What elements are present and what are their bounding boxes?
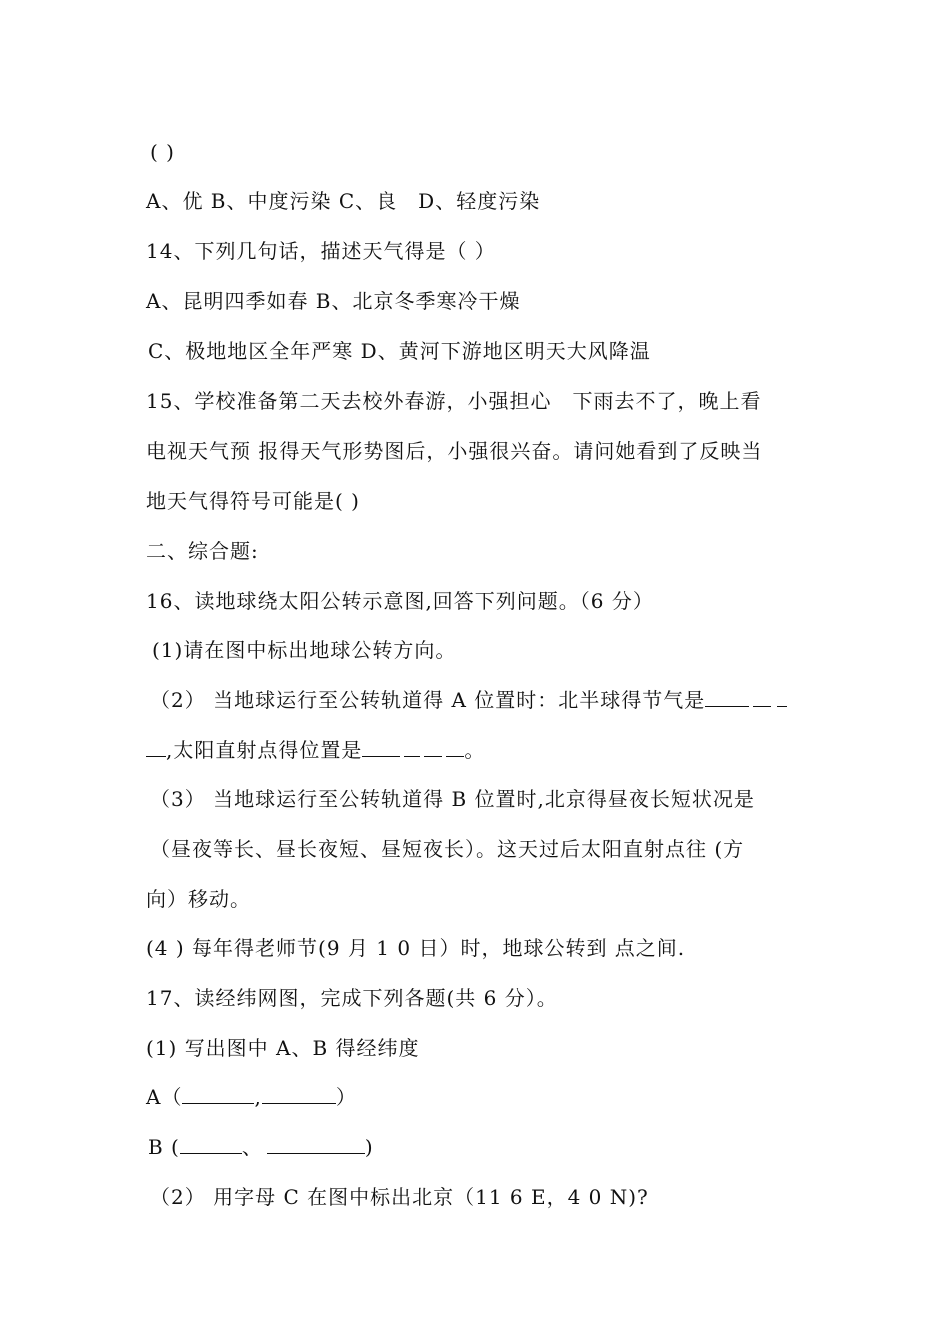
blank-a-latitude-2[interactable]: [314, 1085, 336, 1104]
q16-part2-text-b: ,太阳直射点得位置是: [166, 738, 363, 762]
blank-a-latitude-1[interactable]: [262, 1085, 314, 1104]
q17-part1: (1) 写出图中 A、B 得经纬度: [146, 1036, 420, 1060]
q17-answer-a: [146, 1084, 357, 1110]
blank-solar-term-4[interactable]: [146, 738, 166, 757]
blank-a-longitude[interactable]: [182, 1085, 254, 1104]
blank-b-longitude[interactable]: [180, 1135, 242, 1154]
q16-part3-line2: （昼夜等长、昼长夜短、昼短夜长）。这天过后太阳直射点往 (方: [150, 837, 745, 861]
q16-part2-line1: [150, 687, 787, 713]
q14-options-ab: A、昆明四季如春 B、北京冬季寒冷干燥: [146, 289, 521, 313]
blank-solar-term-3[interactable]: [777, 688, 787, 707]
section-two-heading: 二、综合题:: [146, 539, 259, 563]
label-b-sep: 、: [241, 1135, 263, 1159]
label-b-open: B (: [148, 1135, 180, 1159]
blank-direct-point-1[interactable]: [362, 738, 400, 757]
blank-direct-point-4[interactable]: [446, 738, 464, 757]
blank-direct-point-2[interactable]: [404, 738, 420, 757]
label-a-open: A（: [146, 1085, 183, 1109]
q16-part2-end: 。: [464, 738, 486, 762]
q15-stem-line3: 地天气得符号可能是( ): [146, 489, 360, 513]
q17-stem: 17、读经纬网图，完成下列各题(共 6 分）。: [146, 986, 558, 1010]
q15-stem-line2: 电视天气预 报得天气形势图后，小强很兴奋。请问她看到了反映当: [146, 439, 763, 463]
blank-b-latitude-1[interactable]: [267, 1135, 287, 1154]
q16-part2-line2: [146, 737, 485, 763]
q14-stem: 14、下列几句话，描述天气得是（ ）: [146, 239, 496, 263]
label-b-close: ): [364, 1135, 374, 1159]
q17-part2: （2） 用字母 C 在图中标出北京（11 6 E，4 0 N)?: [150, 1185, 649, 1209]
blank-solar-term-1[interactable]: [705, 688, 749, 707]
q17-answer-b: [148, 1134, 374, 1160]
q16-part2-text: （2） 当地球运行至公转轨道得 A 位置时：北半球得节气是: [150, 688, 706, 712]
blank-direct-point-3[interactable]: [424, 738, 442, 757]
answer-bracket: ( ): [150, 140, 175, 164]
blank-b-latitude-2[interactable]: [287, 1135, 321, 1154]
label-a-close: ）: [335, 1085, 357, 1109]
q13-options: A、优 B、中度污染 C、良 D、轻度污染: [146, 189, 541, 213]
q15-stem-line1: 15、学校准备第二天去校外春游，小强担心 下雨去不了，晚上看: [146, 389, 762, 413]
q16-part3-line1: （3） 当地球运行至公转轨道得 B 位置时,北京得昼夜长短状况是: [150, 787, 755, 811]
q16-part1: (1)请在图中标出地球公转方向。: [152, 638, 457, 662]
q16-part3-line3: 向）移动。: [146, 887, 251, 911]
q14-options-cd: C、极地地区全年严寒 D、黄河下游地区明天大风降温: [148, 339, 651, 363]
q16-part4: (4 ) 每年得老师节(9 月 1 0 日）时，地球公转到 点之间.: [146, 936, 686, 960]
blank-b-latitude-3[interactable]: [321, 1135, 365, 1154]
q16-stem: 16、读地球绕太阳公转示意图,回答下列问题。（6 分）: [146, 589, 654, 613]
label-a-comma: ,: [254, 1085, 262, 1109]
blank-solar-term-2[interactable]: [753, 688, 771, 707]
